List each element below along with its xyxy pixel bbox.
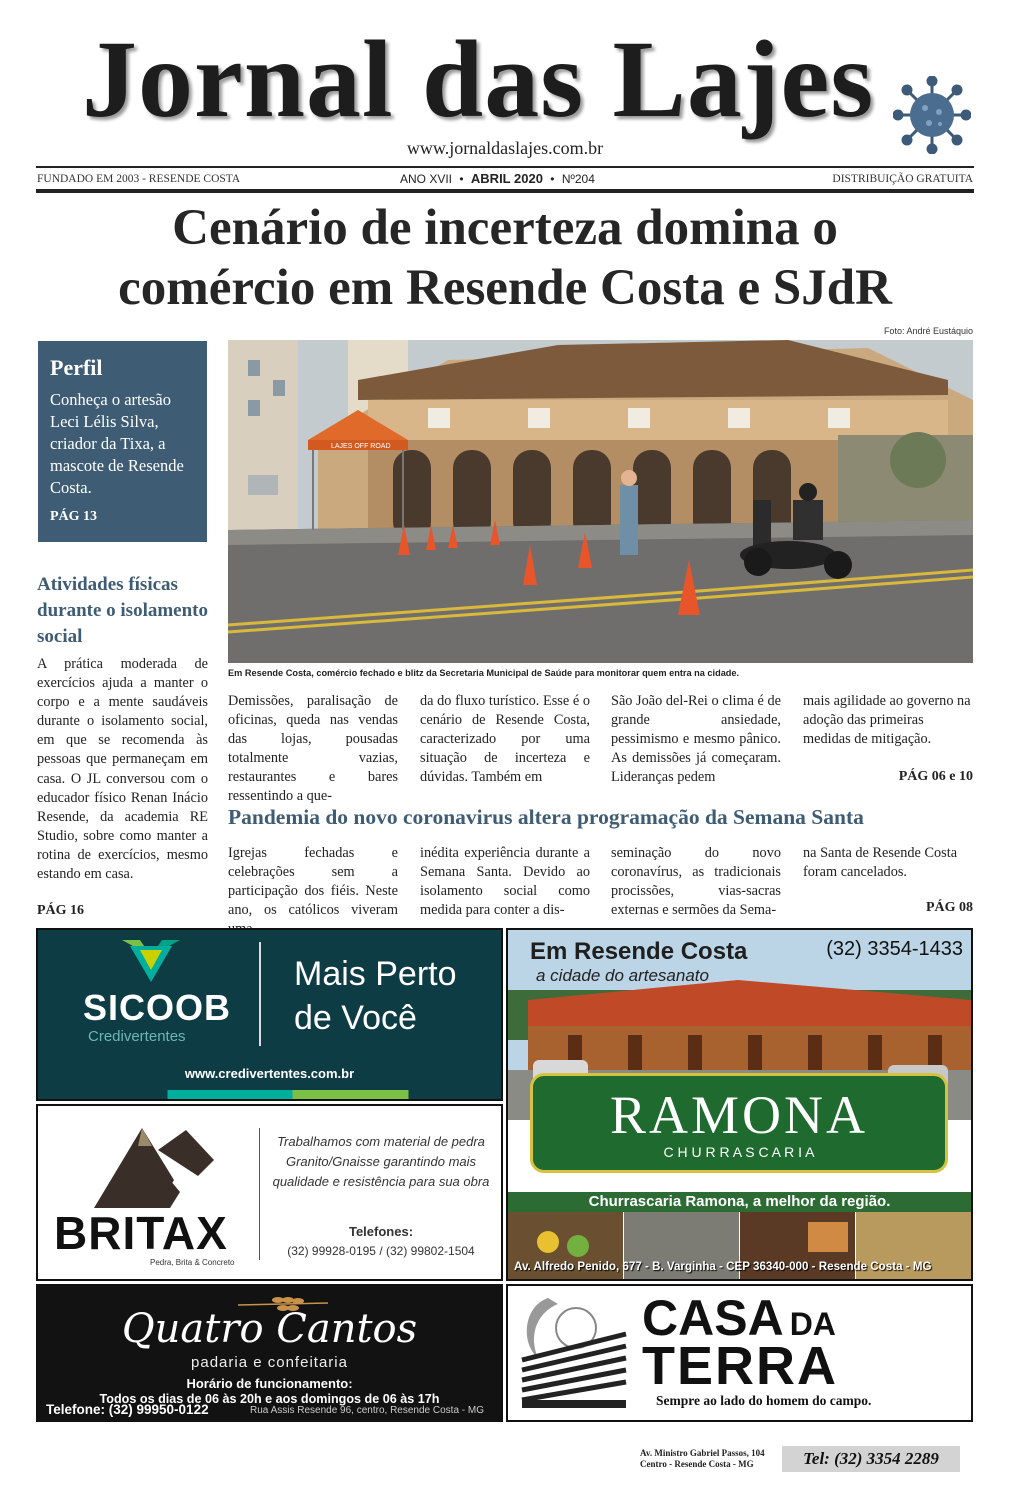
casa-phone[interactable]: Tel: (32) 3354 2289 <box>782 1446 960 1472</box>
headline-line-2: comércio em Resende Costa e SJdR <box>118 260 892 316</box>
photo-credit: Foto: André Eustáquio <box>883 326 973 336</box>
quatro-hours-title: Horário de funcionamento: <box>186 1376 353 1391</box>
website[interactable]: www.jornaldaslajes.com.br <box>406 138 604 158</box>
issue-line <box>400 171 595 186</box>
virus-icon <box>893 76 971 154</box>
quatro-phone[interactable]: Telefone: (32) 99950-0122 <box>46 1402 209 1417</box>
casa-logo-icon <box>518 1294 630 1410</box>
casa-da: DA <box>789 1306 836 1342</box>
main-story-text-1: Demissões, paralisação de oficinas, queda nas vendas das lojas, pousadas totalmente vazias, restaurantes e bares ressentindo a que- <box>228 693 398 804</box>
main-story-col-1 <box>228 692 398 806</box>
sicoob-slogan-1: Mais Perto <box>294 955 457 993</box>
main-story-page[interactable]: PÁG 06 e 10 <box>898 769 973 784</box>
britax-sub: Pedra, Brita & Concreto <box>150 1258 235 1267</box>
ramona-logo-panel <box>530 1073 948 1173</box>
bullet: • <box>459 172 464 186</box>
ramona-sub: C H U R R A S C A R I A <box>663 1144 815 1160</box>
casa-address <box>640 1448 765 1470</box>
main-story-text-2: da do fluxo turístico. Esse é o cenário de Resende Costa, caracterizado por uma situação de incerteza e dúvidas. Também em <box>420 693 590 785</box>
second-story-text-2: inédita experiência durante a Semana Santa. Devido ao isolamento social como medida para conter a dis- <box>420 845 590 918</box>
ramona-phone[interactable]: (32) 3354-1433 <box>826 938 963 960</box>
distribution: DISTRIBUIÇÃO GRATUITA <box>832 173 973 185</box>
tent-text: LAJES OFF ROAD <box>331 443 391 450</box>
britax-phones-label: Telefones: <box>348 1224 414 1239</box>
second-story-page[interactable]: PÁG 08 <box>925 900 973 915</box>
main-story-col-3 <box>611 692 781 787</box>
casa-word: CASA <box>642 1290 784 1346</box>
ramona-brand: RAMONA <box>609 1085 869 1145</box>
casa-brand-2: TERRA <box>642 1336 838 1396</box>
quatro-brand: Quatro Cantos <box>121 1306 418 1352</box>
main-story-text-4: mais agilidade ao governo na adoção das primeiras medidas de mitigação. <box>803 693 971 747</box>
bullet: • <box>550 172 555 186</box>
britax-brand: BRITAX <box>54 1207 228 1259</box>
perfil-title: Perfil <box>50 355 103 380</box>
casa-slogan: Sempre ao lado do homem do campo. <box>656 1393 872 1408</box>
perfil-text: Conheça o artesão Leci Lélis Silva, criador da Tixa, a mascote de Resende Costa. <box>50 390 184 497</box>
ad-britax[interactable] <box>36 1104 503 1281</box>
sicoob-url[interactable]: www.credivertentes.com.br <box>184 1066 355 1081</box>
main-story-col-4 <box>803 692 973 749</box>
sicoob-brand: SICOOB <box>83 987 232 1028</box>
perfil-page[interactable]: PÁG 13 <box>50 509 98 524</box>
second-story-text-1: Igrejas fechadas e celebrações sem a participação dos fiéis. Neste ano, os católicos viveram <box>228 845 398 918</box>
quatro-hours: Todos os dias de 06 às 20h e aos domingos de 06 às 17h <box>99 1392 440 1406</box>
quatro-address: Rua Assis Resende 96, centro, Resende Costa - MG <box>250 1405 485 1416</box>
atividades-text: A prática moderada de exercícios ajuda a manter o corpo e a mente saudáveis durante o isolamento social, em que se recomenda às pessoas que permaneçam em casa. O JL conversou com o educador físico Renan Inácio Resende, da academia RE Studio, sobre como manter a rotina de exercícios, mesmo estando em casa. <box>37 656 208 883</box>
headline <box>20 198 990 318</box>
founded-line: FUNDADO EM 2003 - RESENDE COSTA <box>37 173 241 185</box>
ramona-head-1: Em Resende Costa <box>530 938 748 965</box>
ramona-slogan-bar <box>508 1192 971 1212</box>
atividades-body <box>37 655 208 884</box>
ad-quatro-cantos[interactable] <box>36 1284 503 1422</box>
headline-line-1: Cenário de incerteza domina o <box>172 200 838 256</box>
ad-casa-da-terra[interactable] <box>506 1284 973 1422</box>
main-photo <box>228 340 973 663</box>
second-story-col-1 <box>228 844 398 939</box>
second-story-text-3: seminação do novo coronavírus, as tradicionais procissões, vias-sacras externas e sermões da Sema- <box>611 845 781 918</box>
casa-address-2: Centro - Resende Costa - MG <box>640 1459 754 1469</box>
atividades-title: Atividades físicas durante o isolamento social <box>37 574 208 647</box>
sicoob-slogan <box>294 952 457 1040</box>
britax-text: Trabalhamos com material de pedra Granito/Gnaisse garantindo mais qualidade e resistência para sua obra <box>272 1134 490 1189</box>
sicoob-divider <box>259 942 261 1046</box>
main-story-col-2 <box>420 692 590 787</box>
britax-logo-icon <box>94 1120 214 1210</box>
second-story-col-4 <box>803 844 973 882</box>
issue-number: Nº204 <box>561 172 595 186</box>
ramona-address: Av. Alfredo Penido, 677 - B. Varginha - CEP 36340-000 - Resende Costa - MG <box>514 1260 932 1273</box>
quatro-sub: padaria e confeitaria <box>191 1354 348 1371</box>
second-story-col-3 <box>611 844 781 920</box>
second-story-col-2 <box>420 844 590 920</box>
atividades-page[interactable]: PÁG 16 <box>37 903 85 918</box>
main-story-text-3: São João del-Rei o clima é de grande ansiedade, pessimismo e mesmo pânico. As demissões já começaram. Lideranças pedem <box>611 693 781 785</box>
masthead-rule-bottom <box>36 189 974 193</box>
britax-divider <box>259 1128 260 1260</box>
second-story-text-4: na Santa de Resende Costa foram cancelados. <box>803 845 958 880</box>
year: ANO XVII <box>400 172 453 186</box>
ad-sicoob[interactable] <box>36 928 503 1101</box>
ramona-head-2: a cidade do artesanato <box>536 966 709 985</box>
masthead-rule-top <box>36 166 974 168</box>
britax-phones[interactable]: (32) 99928-0195 / (32) 99802-1504 <box>287 1244 475 1258</box>
sicoob-stripe <box>38 1090 501 1099</box>
photo-caption: Em Resende Costa, comércio fechado e blitz da Secretaria Municipal de Saúde para monitorar quem entra na cidade. <box>228 668 740 678</box>
sicoob-sub: Credivertentes <box>88 1028 186 1045</box>
perfil-box[interactable] <box>38 341 207 542</box>
issue-date: ABRIL 2020 <box>470 171 543 186</box>
newspaper-title: Jornal das Lajes <box>82 18 875 140</box>
sicoob-logo-icon <box>120 940 182 984</box>
ramona-slogan: Churrascaria Ramona, a melhor da região. <box>588 1193 891 1210</box>
second-story-title: Pandemia do novo coronavirus altera programação da Semana Santa <box>228 805 864 829</box>
ad-ramona[interactable] <box>506 928 973 1281</box>
casa-address-1: Av. Ministro Gabriel Passos, 104 <box>640 1448 765 1458</box>
sicoob-slogan-2: de Você <box>294 999 417 1037</box>
